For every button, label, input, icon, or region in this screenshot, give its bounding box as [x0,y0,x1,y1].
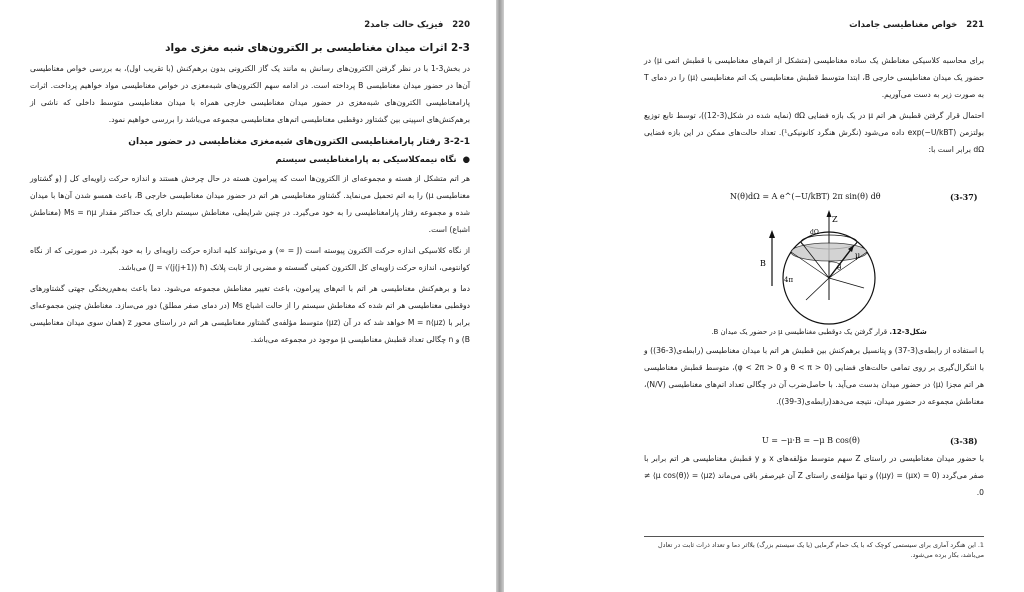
paragraph: در بخش3-1 با در نظر گرفتن الکترون‌های رسانش به مانند یک گاز الکترونی بدون برهم‌کنش (با تقریب اول)، به بررسی خواص مغناطیسی آن‌ها در حضور میدان مغناطیسی B پرداخته است. در ادامه سهم الکترون‌های شبه‌مغزی در خواص مغناطیسی مواد خواهیم پرداخت. اثرات پارامغناطیسی الکترون‌های شبه‌مغزی در حضور میدان مغناطیسی خارجی همراه با میدان مغناطیسی متوسط داخلی که ناشی از برهم‌کنش‌های اسپینی بین گشتاور دوقطبی مغناطیسی اتم‌های مغناطیسی مجموعه می‌باشد را بررسی خواهیم نمود. [30,64,470,124]
x-axis [806,278,829,300]
running-title: خواص مغناطیسی جامدات [849,20,958,30]
paragraph-block [644,450,984,505]
book-spine [496,0,504,592]
left-page [0,0,496,592]
solid-angle-label: dΩ [810,229,819,236]
paragraph: دما و برهم‌کنش مغناطیسی هر اتم با اتم‌های پیرامون، باعث تغییر مغناطش مجموعه می‌شود. دما باعث به‌هم‌ریختگی جهتی گشتاورهای دوقطبی مغناطیسی هر اتم شده که مغناطش سیستم را از حالت اشباع Ms (در دمای صفر مطلق) دور می‌سازد. مغناطش چنین مجموعه‌ای برابر با M = n⟨μz⟩ خواهد شد که در آن ⟨μz⟩ متوسط مؤلفه‌ی گشتاور مغناطیسی هر اتم در راستای محور z (همان سوی میدان مغناطیسی B) و n چگالی تعداد قطبش مغناطیسی μ موجود در مجموعه می‌باشد. [30,284,471,344]
bullet-heading: ●نگاه نیمه‌کلاسیکی به پارامغناطیسی سیستم [275,155,470,165]
paragraph: از نگاه کلاسیکی اندازه حرکت الکترون پیوسته است (J = ∞) و می‌توانند کلیه اندازه حرکت زاویه‌ای را به خود بگیرد. در صورتی که از نگاه کوانتومی، اندازه حرکت زاویه‌ای کل الکترون کمیتی گسسته و مضربی از ثابت پلانک (J = √(j(j+1)) ħ) می‌باشد. [30,246,470,272]
equation-number: (3-38) [950,436,978,446]
field-label: B [760,259,766,268]
paragraph: هر اتم متشکل از هسته و مجموعه‌ای از الکترون‌ها است که پیرامون هسته در حال چرخش هستند و اندازه حرکت زاویه‌ای کل J (و گشتاور مغناطیسی μ) را به اتم تحمیل می‌نماید. گشتاور مغناطیسی هر اتم در حضور میدان مغناطیسی خارجی B، باعث همسو شدن آن‌ها با میدان شده و مجموعه رفتار پارامغناطیسی را به خود می‌گیرد. در چنین شرایطی، مغناطش سیستم دارای یک حداکثر مقدار Ms = nμ (مغناطش اشباع) است. [30,174,470,234]
moment-label: μ [855,251,861,260]
page-number: 220 [452,20,470,30]
field-arrow-head [769,230,775,238]
page-number: 221 [966,20,984,30]
equation-number: (3-37) [950,192,978,202]
page-header [230,20,470,30]
bullet-icon: ● [462,155,470,165]
right-page [504,0,1024,592]
paragraph: با حضور میدان مغناطیسی در راستای Z سهم متوسط مؤلفه‌های x و y قطبش مغناطیسی هر اتم برابر با صفر می‌گردد (0 = ⟨μx⟩ = ⟨μy⟩) و تنها مؤلفه‌ی راستای Z آن غیرصفر باقی می‌ماند ⟨μz⟩ = ⟨μ cos(θ)⟩ ≠ 0. [644,454,985,497]
figure-caption-label: شکل3-12. [889,328,927,336]
figure-caption-text: قرار گرفتن یک دوقطبی مغناطیسی μ در حضور یک میدان B. [711,328,888,336]
footnote-rule [644,536,984,537]
left-page-body [30,40,470,352]
page-header [724,20,984,30]
z-label: Z [832,215,838,224]
equation-3-37 [730,192,990,201]
footnote: 1. این هنگرد آماری برای سیستمی کوچک که با یک حمام گرمایی (یا یک سیستم بزرگ) بلااثر دما و تعداد ذرات ثابت در تعادل می‌باشد، بکار برده می‌شود. [657,541,984,559]
section-heading: 2-3 اثرات میدان مغناطیسی بر الکترون‌های شبه مغزی مواد [165,42,470,54]
equation-3-38 [762,436,992,445]
subsection-heading: 3-2-1 رفتار پارامغناطیسی الکترون‌های شبه‌مغزی مغناطیسی در حضور میدان [128,137,470,147]
running-title: فیزیک حالت جامد2 [364,20,444,30]
paragraph: برای محاسبه کلاسیکی مغناطش یک ساده مغناطیسی (متشکل از اتم‌های مغناطیسی با قطبش اتمی μ) در حضور یک میدان مغناطیسی خارجی B، ابتدا متوسط قطبش مغناطیسی یک اتم مغناطیسی ⟨μ⟩ را در دمای T به صورت زیر به دست می‌آوریم. [644,56,984,99]
figure-caption [654,328,984,336]
equation: U = −μ·B = −μ B cos(θ) [762,436,860,445]
paragraph-block [644,342,984,414]
paragraph-block [644,52,984,162]
equation: N(θ)dΩ = A e^(−U/kBT) 2π sin(θ) dθ [730,192,881,201]
theta-label: θ [837,264,842,272]
dipole-sphere-figure [754,208,924,326]
paragraph: با استفاده از رابطه‌ی(3-37) و پتانسیل برهم‌کنش بین قطبش هر اتم با میدان مغناطیسی (رابطه‌ی(3-36)) و با انتگرال‌گیری بر روی تمامی حالت‌های فضایی (0 < θ < π و 0 < φ < 2π)، متوسط قطبش مغناطیسی هر اتم مجزا ⟨μ⟩ در حضور میدان بدست می‌آید. با حاصل‌ضرب آن در چگالی تعداد اتم‌های مغناطیسی (N/V)، مغناطش مجموعه در حضور میدان، نتیجه می‌دهد(رابطه‌ی(3-39)). [644,346,984,406]
small-label: 4π [784,276,794,284]
y-axis [829,278,864,288]
z-axis-head [827,210,832,217]
paragraph: احتمال قرار گرفتن قطبش هر اتم μ در یک بازه فضایی dΩ (نمایه شده در شکل(3-12))، توسط تابع توزیع بولتزمن exp(−U/kBT) داده می‌شود (نگرش هنگرد کانونیکی¹). تعداد حالت‌های ممکن در این بازه فضایی dΩ برابر است با: [644,111,985,154]
